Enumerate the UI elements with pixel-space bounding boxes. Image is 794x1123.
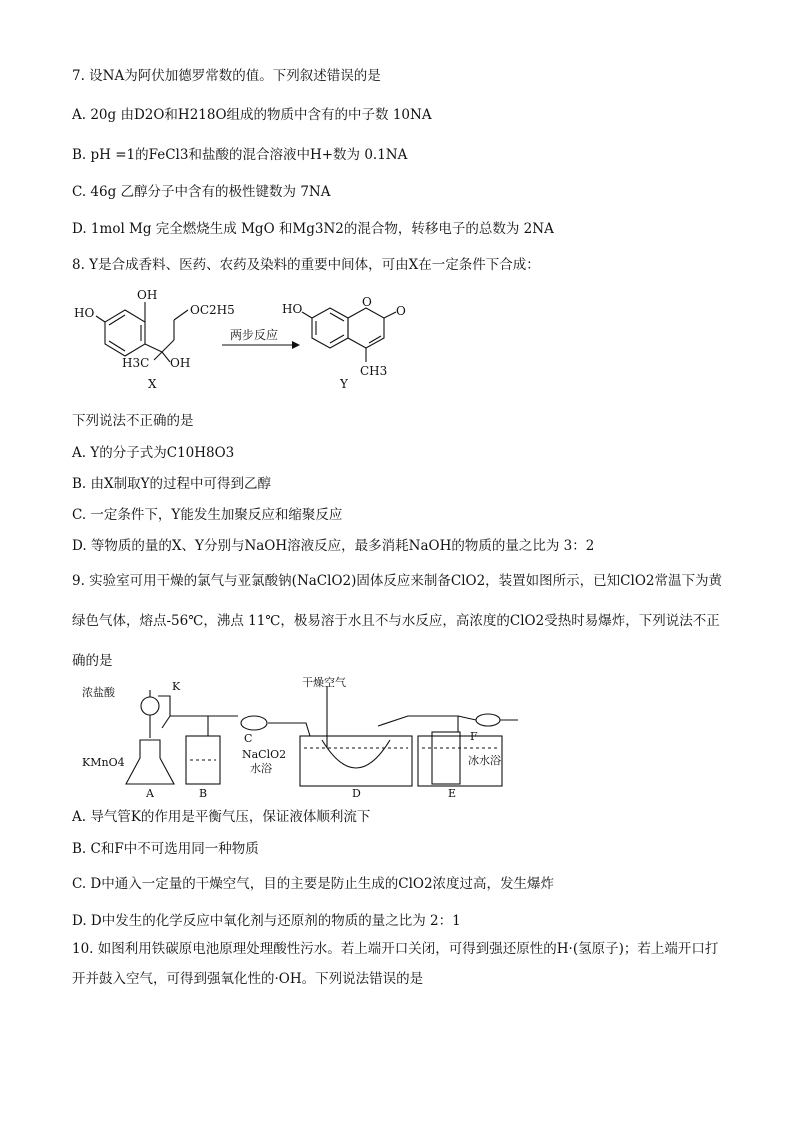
q10-stem: 10. 如图利用铁碳原电池原理处理酸性污水。若上端开口关闭，可得到强还原性的H·(氢原子)；若上端开口打开并鼓入空气，可得到强氧化性的·OH。下列说法错误的是 xyxy=(72,941,719,987)
q9-option-c: C. D中通入一定量的干燥空气，目的主要是防止生成的ClO2浓度过高，发生爆炸 xyxy=(72,876,555,892)
x-oh-top-label: OH xyxy=(137,288,158,302)
label-conc-hcl: 浓盐酸 xyxy=(82,686,115,699)
q9-apparatus-diagram xyxy=(78,676,528,800)
label-a: A xyxy=(146,787,154,800)
label-d: D xyxy=(352,787,361,800)
label-b: B xyxy=(199,787,208,800)
y-ch3-label: CH3 xyxy=(360,364,388,378)
y-ring-oxygen-label: O xyxy=(362,295,372,309)
x-oh-bottom-label: OH xyxy=(170,356,191,370)
q7-option-c: C. 46g 乙醇分子中含有的极性键数为 7NA xyxy=(72,184,331,200)
q8-option-c: C. 一定条件下，Y能发生加聚反应和缩聚反应 xyxy=(72,507,343,523)
label-f: F xyxy=(470,730,478,743)
q8-option-d: D. 等物质的量的X、Y分别与NaOH溶液反应，最多消耗NaOH的物质的量之比为 3：2 xyxy=(72,538,595,554)
x-name-label: X xyxy=(148,377,157,391)
label-kmno4: KMnO4 xyxy=(82,756,125,769)
q8-reaction-scheme xyxy=(70,282,430,394)
q8-stem: 8. Y是合成香料、医药、农药及染料的重要中间体，可由X在一定条件下合成： xyxy=(72,257,540,273)
label-ice-bath: 冰水浴 xyxy=(468,754,501,767)
x-oc2h5-label: OC2H5 xyxy=(190,303,235,317)
q8-ask: 下列说法不正确的是 xyxy=(72,413,194,429)
x-h3c-label: H3C xyxy=(122,356,150,370)
label-k: K xyxy=(172,680,181,693)
label-naclo2: NaClO2 xyxy=(242,748,287,761)
molecule-x xyxy=(96,302,188,362)
reaction-arrow xyxy=(222,341,300,349)
label-c: C xyxy=(244,732,253,745)
apparatus-lines xyxy=(126,686,518,786)
molecule-y xyxy=(302,308,396,362)
x-ho-label: HO xyxy=(74,306,95,320)
q7-option-b: B. pH =1的FeCl3和盐酸的混合溶液中H+数为 0.1NA xyxy=(72,147,408,163)
q9-option-b: B. C和F中不可选用同一种物质 xyxy=(72,841,259,857)
y-carbonyl-oxygen-label: O xyxy=(396,304,406,318)
label-dry-air: 干燥空气 xyxy=(302,676,346,689)
q9-stem: 9. 实验室可用干燥的氯气与亚氯酸钠(NaClO2)固体反应来制备ClO2，装置如图所示，已知ClO2常温下为黄绿色气体，熔点-56℃，沸点 11℃，极易溶于水且不与水反应，高浓度的ClO2受热时易爆炸，下列说法不正确的是 xyxy=(72,573,722,669)
q7-option-a: A. 20g 由D2O和H218O组成的物质中含有的中子数 10NA xyxy=(72,107,432,123)
y-name-label: Y xyxy=(340,377,348,391)
q7-option-d: D. 1mol Mg 完全燃烧生成 MgO 和Mg3N2的混合物，转移电子的总数为 2NA xyxy=(72,221,554,237)
label-water-bath: 水浴 xyxy=(250,762,272,775)
label-e: E xyxy=(448,787,457,800)
q9-option-d: D. D中发生的化学反应中氧化剂与还原剂的物质的量之比为 2：1 xyxy=(72,913,461,929)
q7-stem: 7. 设NA为阿伏加德罗常数的值。下列叙述错误的是 xyxy=(72,68,381,84)
q8-option-b: B. 由X制取Y的过程中可得到乙醇 xyxy=(72,476,272,492)
y-ho-label: HO xyxy=(282,302,303,316)
q8-option-a: A. Y的分子式为C10H8O3 xyxy=(72,445,235,461)
q9-option-a: A. 导气管K的作用是平衡气压，保证液体顺利流下 xyxy=(72,809,371,825)
reaction-arrow-label: 两步反应 xyxy=(230,328,279,342)
